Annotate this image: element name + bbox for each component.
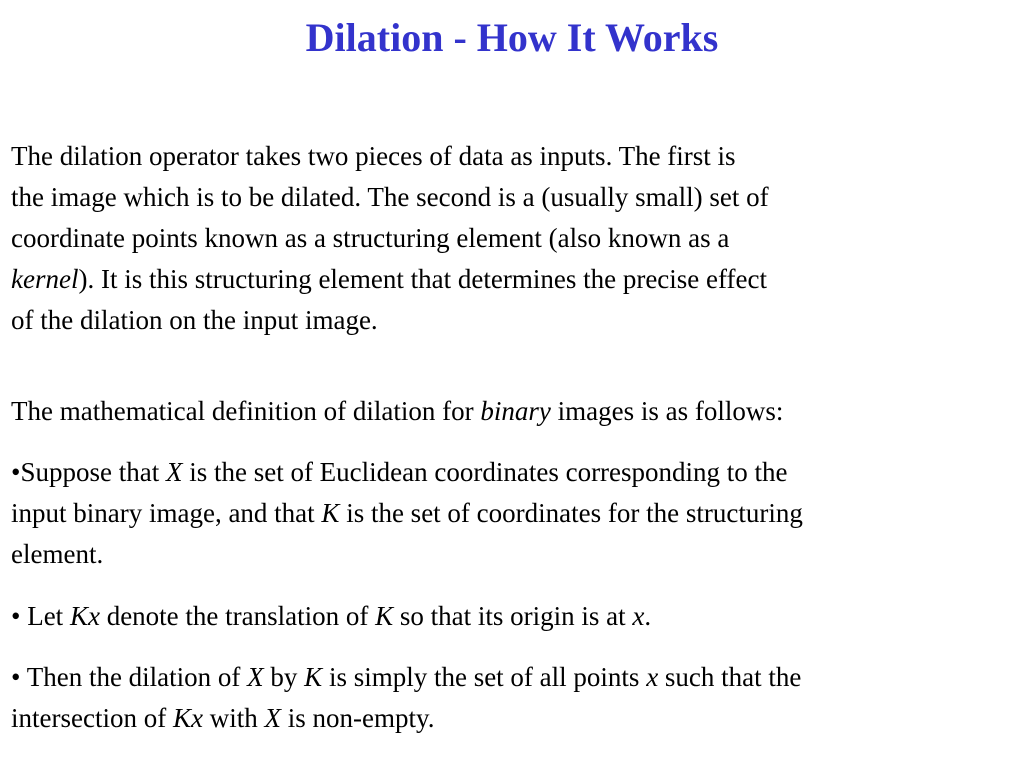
bullet-then-text-f: with xyxy=(202,703,265,733)
slide-title: Dilation - How It Works xyxy=(305,15,719,60)
intro-line-5: of the dilation on the input image. xyxy=(11,305,378,335)
bullet-let-text-d: . xyxy=(644,601,652,631)
bullet-let-text-b: denote the translation of xyxy=(99,601,376,631)
intro-line-1: The dilation operator takes two pieces of data as inputs. The first is xyxy=(11,141,736,171)
var-X: X xyxy=(165,457,183,487)
bullet-let xyxy=(11,596,1021,637)
bullet-then-text-g: is non-empty. xyxy=(280,703,435,733)
bullet-then xyxy=(11,657,1021,739)
var-K: K xyxy=(375,601,394,631)
intro-paragraph xyxy=(11,136,1021,341)
bullet-then-line-2 xyxy=(11,698,1021,739)
definition-pre: The mathematical definition of dilation for xyxy=(11,396,481,426)
var-X: X xyxy=(264,703,281,733)
intro-line-4 xyxy=(11,259,1021,300)
bullet-suppose-line-3: element. xyxy=(11,539,104,569)
binary-term: binary xyxy=(480,396,551,426)
definition-post: images is as follows: xyxy=(550,396,784,426)
bullet-suppose-text-c: input binary image, and that xyxy=(11,498,322,528)
bullet-then-text-b: by xyxy=(263,662,305,692)
var-Kx: Kx xyxy=(69,601,100,631)
var-K: K xyxy=(321,498,340,528)
bullet-suppose-text-a: •Suppose that xyxy=(11,457,166,487)
bullet-suppose-text-b: is the set of Euclidean coordinates corresponding to the xyxy=(182,457,788,487)
intro-line-4-rest: ). It is this structuring element that determines the precise effect xyxy=(78,264,767,294)
intro-line-3: coordinate points known as a structuring element (also known as a xyxy=(11,223,730,253)
bullet-suppose-line-2 xyxy=(11,493,1021,534)
bullet-let-text-c: so that its origin is at xyxy=(393,601,633,631)
bullet-then-text-a: • Then the dilation of xyxy=(11,662,248,692)
var-K: K xyxy=(304,662,323,692)
bullet-suppose-line-1 xyxy=(11,452,1021,493)
var-x: x xyxy=(646,662,659,692)
kernel-term: kernel xyxy=(11,264,79,294)
bullet-then-line-1 xyxy=(11,657,1021,698)
bullet-then-text-e: intersection of xyxy=(11,703,173,733)
intro-line-2: the image which is to be dilated. The second is a (usually small) set of xyxy=(11,182,769,212)
var-x: x xyxy=(632,601,645,631)
bullet-then-text-d: such that the xyxy=(658,662,802,692)
var-Kx: Kx xyxy=(172,703,203,733)
bullet-suppose-text-d: is the set of coordinates for the structuring xyxy=(339,498,803,528)
bullet-then-text-c: is simply the set of all points xyxy=(322,662,647,692)
definition-paragraph xyxy=(11,391,1021,432)
bullet-suppose xyxy=(11,452,1021,575)
bullet-let-text-a: • Let xyxy=(11,601,70,631)
var-X: X xyxy=(247,662,264,692)
